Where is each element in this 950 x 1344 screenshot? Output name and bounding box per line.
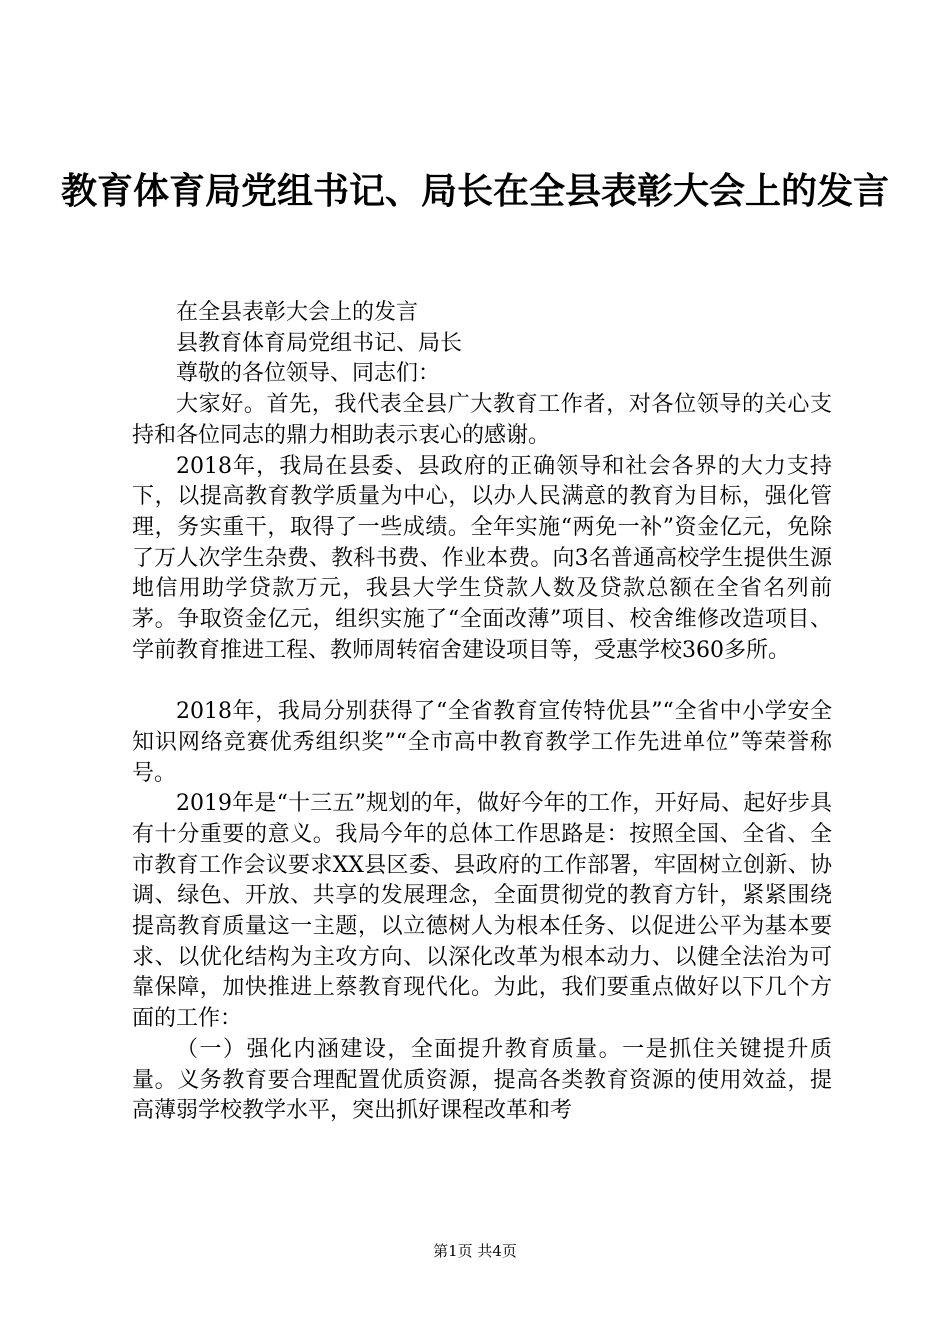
paragraph-section-one: （一）强化内涵建设，全面提升教育质量。一是抓住关键提升质量。义务教育要合理配置优质资源，提高各类教育资源的使用效益，提高薄弱学校教学水平，突出抓好课程改革和考 [132, 1036, 832, 1124]
paragraph-honors: 2018年，我局分别获得了“全省教育宣传特优县”“全省中小学安全知识网络竞赛优秀组织奖”“全市高中教育教学工作先进单位”等荣誉称号。 [132, 699, 832, 786]
paragraph-achievements: 2018年，我局在县委、县政府的正确领导和社会各界的大力支持下，以提高教育教学质量为中心，以办人民满意的教育为目标，强化管理，务实重干，取得了一些成绩。全年实施“两免一补”资金亿元，免除了万人次学生杂费、教科书费、作业本费。向3名普通高校学生提供生源地信用助学贷款万元，我县大学生贷款人数及贷款总额在全省名列前茅。争取资金亿元，组织实施了“全面改薄”项目、校舍维修改造项目、学前教育推进工程、教师周转宿舍建设项目等，受惠学校360多所。 [132, 453, 832, 663]
paragraph-greeting: 大家好。首先，我代表全县广大教育工作者，对各位领导的关心支持和各位同志的鼎力相助表示衷心的感谢。 [132, 392, 832, 448]
paragraph-work-plan: 2019年是“十三五”规划的年，做好今年的工作，开好局、起好步具有十分重要的意义。我局今年的总体工作思路是：按照全国、全省、全市教育工作会议要求XX县区委、县政府的工作部署，牢固树立创新、协调、绿色、开放、共享的发展理念，全面贯彻党的教育方针，紧紧围绕提高教育质量这一主题，以立德树人为根本任务、以促进公平为基本要求、以优化结构为主攻方向、以深化改革为根本动力、以健全法治为可靠保障，加快推进上蔡教育现代化。为此，我们要重点做好以下几个方面的工作： [132, 791, 832, 1032]
document-title: 教育体育局党组书记、局长在全县表彰大会上的发言 [60, 170, 889, 212]
paragraph-spacer [132, 666, 832, 697]
speech-subtitle: 在全县表彰大会上的发言 [176, 300, 419, 325]
page-footer: 第1页 共4页 [433, 1242, 517, 1260]
salutation: 尊敬的各位领导、同志们： [176, 361, 441, 387]
document-body [132, 298, 832, 1127]
speaker-line: 县教育体育局党组书记、局长 [176, 330, 463, 356]
